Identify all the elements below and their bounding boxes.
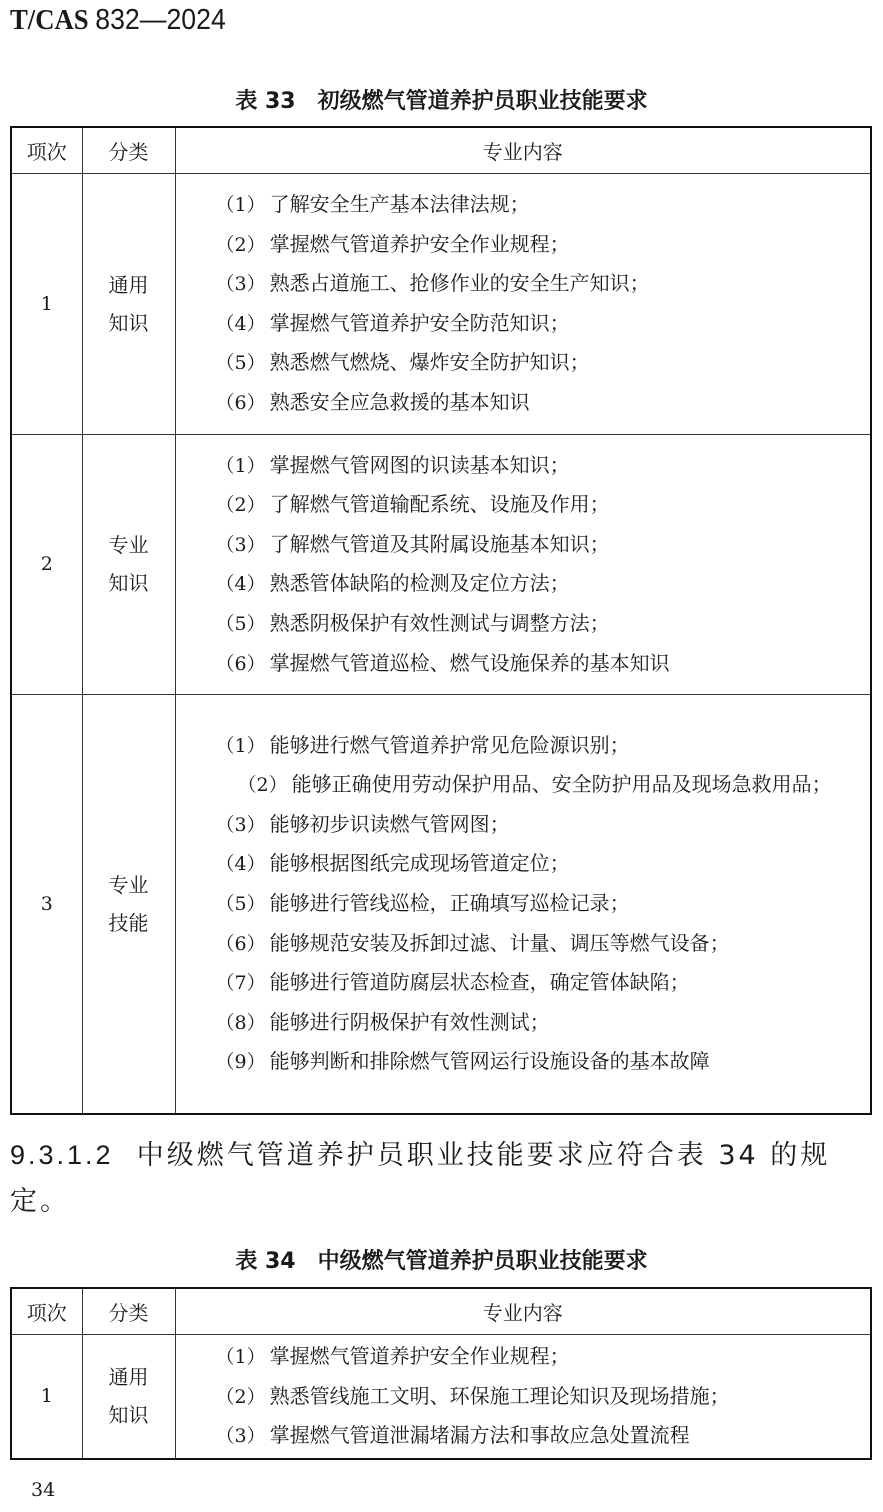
list-item: （1） 掌握燃气管网图的识读基本知识；	[215, 452, 570, 477]
list-item: （6） 熟悉安全应急救援的基本知识	[215, 389, 530, 414]
row-content	[175, 1335, 871, 1459]
table-33-label: 表 33	[235, 89, 296, 114]
list-item: （9） 能够判断和排除燃气管网运行设施设备的基本故障	[215, 1049, 710, 1074]
list-item: （5） 能够进行管线巡检，正确填写巡检记录；	[215, 891, 630, 916]
list-item: （3） 熟悉占道施工、抢修作业的安全生产知识；	[215, 271, 650, 296]
row-category: 通用 知识	[82, 174, 175, 435]
table-34-caption: 中级燃气管道养护员职业技能要求	[317, 1249, 648, 1274]
standard-code-prefix: T/CAS	[10, 4, 89, 36]
table-row	[11, 174, 871, 435]
table-row	[11, 434, 871, 695]
column-header-index: 项次	[11, 1288, 82, 1335]
column-header-category: 分类	[82, 127, 175, 174]
row-index: 2	[11, 434, 82, 695]
list-item: （2） 了解燃气管道输配系统、设施及作用；	[215, 492, 610, 517]
column-header-content: 专业内容	[175, 1288, 871, 1335]
list-item: （1） 掌握燃气管道养护安全作业规程；	[215, 1344, 570, 1368]
list-item: （3） 能够初步识读燃气管网图；	[215, 811, 510, 836]
list-item: （2） 熟悉管线施工文明、环保施工理论知识及现场措施；	[215, 1383, 730, 1408]
list-item: （2） 掌握燃气管道养护安全作业规程；	[215, 231, 570, 256]
table-34-title	[0, 1244, 883, 1275]
row-category: 专业 技能	[82, 695, 175, 1114]
table-33-title	[0, 84, 883, 115]
clause-paragraph	[10, 1132, 875, 1225]
column-header-index: 项次	[11, 127, 82, 174]
list-item: （3） 了解燃气管道及其附属设施基本知识；	[215, 531, 610, 556]
table-34-label: 表 34	[235, 1249, 296, 1274]
row-content	[175, 695, 871, 1114]
list-item: （4） 熟悉管体缺陷的检测及定位方法；	[215, 571, 570, 596]
clause-text: 中级燃气管道养护员职业技能要求应符合表 34 的规定。	[10, 1140, 831, 1217]
table-34-header-row	[11, 1288, 871, 1335]
list-item: （2） 能够正确使用劳动保护用品、安全防护用品及现场急救用品；	[237, 772, 832, 797]
row-category: 专业 知识	[82, 434, 175, 695]
column-header-category: 分类	[82, 1288, 175, 1335]
list-item: （1） 了解安全生产基本法律法规；	[215, 192, 530, 216]
column-header-content: 专业内容	[175, 127, 871, 174]
row-category: 通用 知识	[82, 1335, 175, 1459]
row-content	[175, 174, 871, 435]
table-34	[10, 1287, 872, 1460]
page-number: 34	[31, 1479, 56, 1501]
list-item: （3） 掌握燃气管道泄漏堵漏方法和事故应急处置流程	[215, 1423, 690, 1448]
table-33	[10, 126, 872, 1115]
list-item: （5） 熟悉燃气燃烧、爆炸安全防护知识；	[215, 350, 590, 375]
standard-code	[10, 4, 226, 37]
list-item: （4） 掌握燃气管道养护安全防范知识；	[215, 310, 570, 335]
row-index: 1	[11, 1335, 82, 1459]
table-33-header-row	[11, 127, 871, 174]
list-item: （8） 能够进行阴极保护有效性测试；	[215, 1009, 550, 1034]
list-item: （1） 能够进行燃气管道养护常见危险源识别；	[215, 732, 630, 757]
standard-code-number: 832—2024	[95, 4, 226, 36]
table-row	[11, 1335, 871, 1459]
table-33-caption: 初级燃气管道养护员职业技能要求	[317, 89, 648, 114]
clause-number: 9.3.1.2	[10, 1140, 114, 1170]
list-item: （4） 能够根据图纸完成现场管道定位；	[215, 851, 570, 876]
list-item: （6） 能够规范安装及拆卸过滤、计量、调压等燃气设备；	[215, 930, 730, 955]
row-index: 1	[11, 174, 82, 435]
list-item: （7） 能够进行管道防腐层状态检查，确定管体缺陷；	[215, 970, 690, 995]
row-index: 3	[11, 695, 82, 1114]
list-item: （5） 熟悉阴极保护有效性测试与调整方法；	[215, 610, 610, 635]
list-item: （6） 掌握燃气管道巡检、燃气设施保养的基本知识	[215, 650, 670, 675]
row-content	[175, 434, 871, 695]
table-row	[11, 695, 871, 1114]
